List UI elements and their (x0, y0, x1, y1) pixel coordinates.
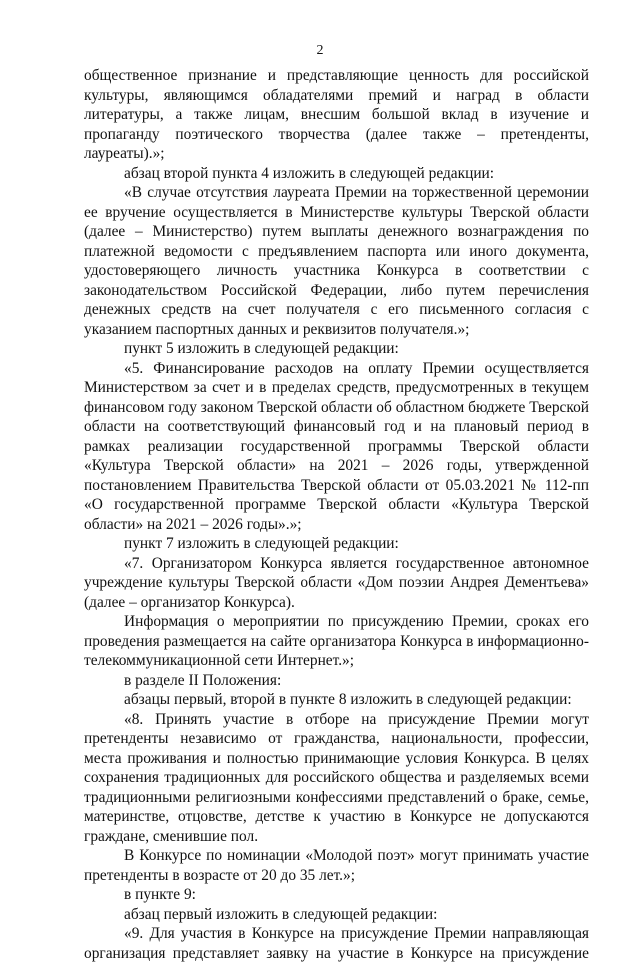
paragraph: «В случае отсутствия лауреата Премии на торжественной церемонии ее вручение осуществляется в Министерстве культуры Тверской области (далее – Министерство) путем выплаты денежного вознаграждения по платежной ведомости с предъявлением паспорта или иного документа, удостоверяющего личность участника Конкурса в соответствии с законодательством Российской Федерации, либо путем перечисления денежных средств на счет получателя с его письменного согласия с указанием паспортных данных и реквизитов получателя.»; (84, 184, 589, 338)
paragraph: «7. Организатором Конкурса является государственное автономное учреждение культуры Тверской области «Дом поэзии Андрея Дементьева» (далее – организатор Конкурса). (84, 554, 589, 611)
paragraph: пункт 5 изложить в следующей редакции: (124, 340, 399, 357)
paragraph: Информация о мероприятии по присуждению Премии, сроках его проведения размещается на сайте организатора Конкурса в информационно-телекоммуникационной сети Интернет.»; (84, 613, 589, 669)
paragraph: «5. Финансирование расходов на оплату Премии осуществляется Министерством за счет и в пределах средств, предусмотренных в текущем финансовом году законом Тверской области об областном бюджете Тверской области на соответствующий финансовый год и на плановый период в рамках реализации государственной программы Тверской области «Культура Тверской области» на 2021 – 2026 годы, утвержденной постановлением Правительства Тверской области от 05.03.2021 № 112-пп «О государственной программе Тверской области «Культура Тверской области» на 2021 – 2026 годы».»; (84, 359, 589, 533)
paragraph: в разделе II Положения: (124, 671, 282, 689)
paragraph: абзац второй пункта 4 изложить в следующей редакции: (124, 164, 495, 182)
paragraph: в пункте 9: (124, 886, 196, 903)
paragraph: «9. Для участия в Конкурсе на присуждение Премии направляющая организация представляет заявку на участие в Конкурсе на присуждение (84, 925, 589, 962)
paragraph: абзац первый изложить в следующей редакции: (124, 905, 438, 923)
document-body (84, 66, 589, 963)
page-number: 2 (316, 43, 324, 58)
paragraph: абзацы первый, второй в пункте 8 изложить в следующей редакции: (124, 691, 572, 708)
paragraph: общественное признание и представляющие ценность для российской культуры, являющимся обладателями премий и наград в области литературы, а также лицам, внесшим большой вклад в изучение и пропаганду поэтического творчества (далее также – претенденты, лауреаты).»; (84, 67, 589, 162)
paragraph: В Конкурсе по номинации «Молодой поэт» могут принимать участие претенденты в возрасте от 20 до 35 лет.»; (84, 847, 589, 884)
paragraph: пункт 7 изложить в следующей редакции: (124, 535, 399, 552)
paragraph: «8. Принять участие в отборе на присуждение Премии могут претенденты независимо от гражданства, национальности, профессии, места проживания и полностью принимающие условия Конкурса. В целях сохранения традиционных для российского общества и разделяемых всеми традиционными религиозными конфессиями представлений о браке, семье, материнстве, отцовстве, детстве к участию в Конкурсе не допускаются граждане, сменившие пол. (84, 710, 589, 845)
